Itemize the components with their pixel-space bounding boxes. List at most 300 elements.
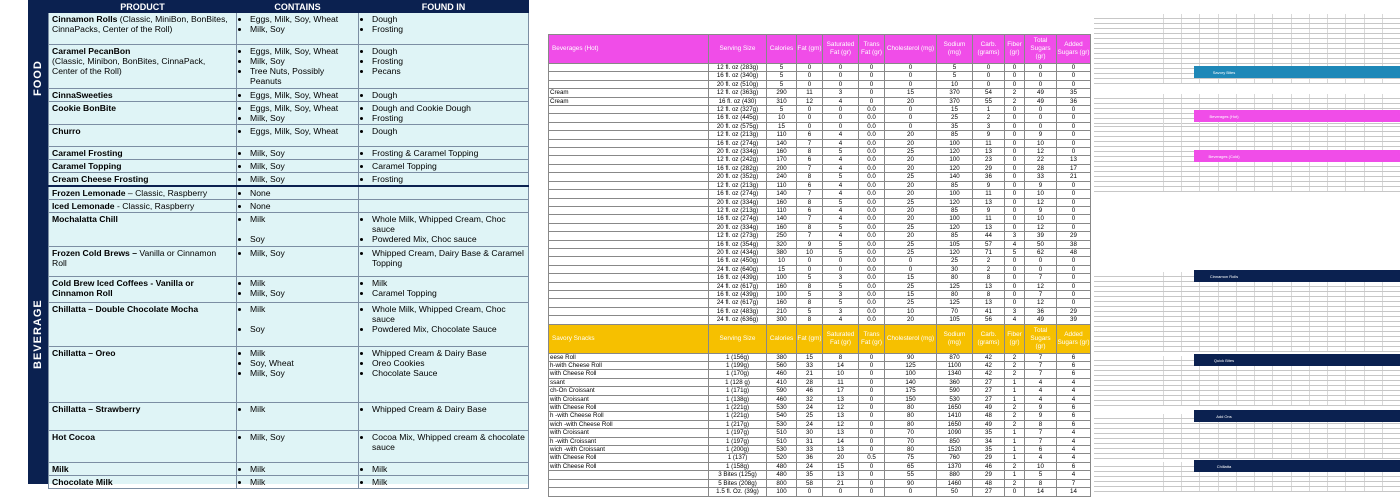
nutrition-value: 320 [767, 240, 797, 248]
nutrition-row [549, 215, 1091, 223]
ingredient-item: • Frosting [372, 24, 525, 34]
nutrition-value: 1 (200g) [709, 446, 767, 454]
thumb-section-title: Quick Bites [1213, 357, 1235, 363]
nutrition-value: 27 [973, 378, 1005, 386]
product-name: Chillatta – Oreo [52, 348, 116, 358]
nutrition-value: 11 [823, 378, 859, 386]
item-name [549, 232, 709, 240]
allergen-row [49, 89, 529, 102]
ingredient-item: • Whipped Cream & Dairy Base [372, 348, 525, 358]
nutrition-value: 0 [859, 387, 885, 395]
product-cell [49, 13, 237, 45]
allergen-item: • Soy [250, 234, 355, 244]
contains-cell [237, 213, 359, 247]
nutrition-value: 0 [885, 80, 937, 88]
found-in-cell [359, 173, 529, 187]
nutrition-value: 100 [767, 274, 797, 282]
nutrition-value: 1 [973, 106, 1005, 114]
ingredient-item: • Caramel Topping [372, 161, 525, 171]
hot-header-row [549, 35, 1091, 64]
nutrition-value: 0.0 [859, 190, 885, 198]
nutrition-value: 590 [767, 387, 797, 395]
allergen-item: • Milk, Soy [250, 288, 355, 298]
nutrition-value: 380 [767, 353, 797, 361]
allergen-item: • Milk, Soy [250, 148, 355, 158]
nutrition-value: 13 [973, 299, 1005, 307]
nutrition-value: 85 [937, 206, 973, 214]
item-name [549, 156, 709, 164]
nutrition-value: 4 [1025, 387, 1057, 395]
nutrition-value: 125 [937, 282, 973, 290]
nutrition-value: 7 [1025, 362, 1057, 370]
nutrition-value: 49 [973, 420, 1005, 428]
found-in-cell [359, 186, 529, 200]
found-in-cell [359, 160, 529, 173]
ingredient-item: • Frosting [372, 56, 525, 66]
item-name [549, 80, 709, 88]
found-list [362, 278, 525, 298]
item-name [549, 206, 709, 214]
nutrition-value: 4 [1057, 454, 1091, 462]
nutrition-value: 0.0 [859, 139, 885, 147]
contains-cell [237, 200, 359, 213]
item-name: wich -with Croissant [549, 446, 709, 454]
nutrition-value: 2 [973, 265, 1005, 273]
nutrition-value: 8 [973, 290, 1005, 298]
column-header: Added Sugars (gr) [1057, 35, 1091, 64]
nutrition-value: 0 [1057, 198, 1091, 206]
contains-list [240, 348, 355, 378]
nutrition-row [549, 404, 1091, 412]
found-list [362, 248, 525, 268]
nutrition-value: 0 [1057, 181, 1091, 189]
nutrition-value: 1 [1005, 387, 1025, 395]
found-in-cell [359, 147, 529, 160]
item-name: Cream [549, 89, 709, 97]
nutrition-value: 20 fl. oz (334g) [709, 148, 767, 156]
product-cell [49, 463, 237, 476]
nutrition-value: 880 [937, 471, 973, 479]
nutrition-value: 1 (156g) [709, 353, 767, 361]
item-name [549, 307, 709, 315]
nutrition-value: 55 [973, 97, 1005, 105]
nutrition-value: 24 fl. oz (640g) [709, 265, 767, 273]
found-in-cell [359, 247, 529, 277]
nutrition-value: 0.0 [859, 164, 885, 172]
thumb-section-header [1194, 110, 1400, 122]
nutrition-value: 12 [1025, 282, 1057, 290]
nutrition-value: 10 [937, 80, 973, 88]
item-name: h-with Cheese Roll [549, 362, 709, 370]
nutrition-value: 8 [823, 353, 859, 361]
nutrition-value: 12 [1025, 223, 1057, 231]
item-name [549, 72, 709, 80]
nutrition-row [549, 437, 1091, 445]
nutrition-row [549, 198, 1091, 206]
nutrition-value: 0 [859, 446, 885, 454]
nutrition-value: 0 [797, 257, 823, 265]
nutrition-value: 9 [973, 131, 1005, 139]
nutrition-value: 42 [973, 353, 1005, 361]
nutrition-value: 0 [1025, 106, 1057, 114]
nutrition-value: 0 [1005, 106, 1025, 114]
nutrition-value: 27 [973, 395, 1005, 403]
nutrition-value: 5 [823, 223, 859, 231]
nutrition-value: 15 [885, 274, 937, 282]
nutrition-value: 0 [1057, 139, 1091, 147]
found-in-cell [359, 13, 529, 45]
contains-list [240, 477, 355, 487]
nutrition-value: 0.0 [859, 274, 885, 282]
nutrition-value: 0 [823, 80, 859, 88]
nutrition-value: 13 [1057, 156, 1091, 164]
nutrition-value: 80 [937, 290, 973, 298]
nutrition-value: 1 [1005, 471, 1025, 479]
allergen-item: • Eggs, Milk, Soy, Wheat [250, 14, 355, 24]
found-list [362, 477, 525, 487]
nutrition-value: 510 [767, 437, 797, 445]
contains-list [240, 464, 355, 474]
item-name [549, 190, 709, 198]
product-name: Caramel Frosting [52, 148, 123, 158]
nutrition-value: 9 [1025, 412, 1057, 420]
item-name [549, 173, 709, 181]
found-list [362, 103, 525, 123]
nutrition-value: 175 [885, 387, 937, 395]
nutrition-value: 0 [1005, 190, 1025, 198]
nutrition-value: 16 fl. oz (450g) [709, 257, 767, 265]
nutrition-value: 16 fl. oz (439g) [709, 274, 767, 282]
nutrition-value: 7 [797, 190, 823, 198]
nutrition-value: 0 [1057, 64, 1091, 72]
nutrition-value: 6 [797, 131, 823, 139]
nutrition-value: 4 [1025, 395, 1057, 403]
nutrition-value: 10 [767, 114, 797, 122]
nutrition-value: 14 [823, 362, 859, 370]
nutrition-value: 5 [823, 282, 859, 290]
nutrition-value: 3 [1005, 307, 1025, 315]
column-header: Saturated Fat (gr) [823, 35, 859, 64]
item-name: eese Roll [549, 353, 709, 361]
nutrition-value: 2 [1005, 89, 1025, 97]
nutrition-value: 10 [767, 257, 797, 265]
contains-cell [237, 347, 359, 403]
nutrition-value: 11 [973, 139, 1005, 147]
nutrition-value: 24 [797, 420, 823, 428]
nutrition-value: 0 [1005, 274, 1025, 282]
nutrition-value: 4 [823, 181, 859, 189]
nutrition-value: 1 [1005, 378, 1025, 386]
item-name: wich -with Cheese Roll [549, 420, 709, 428]
nutrition-value: 150 [885, 395, 937, 403]
column-header: Savory Snacks [549, 324, 709, 353]
nutrition-value: 140 [767, 215, 797, 223]
nutrition-value: 4 [823, 206, 859, 214]
nutrition-value: 33 [1025, 173, 1057, 181]
item-name [549, 64, 709, 72]
contains-cell [237, 186, 359, 200]
nutrition-value: 1 (197g) [709, 437, 767, 445]
allergen-item: • Milk, Soy [250, 113, 355, 123]
nutrition-value: 0 [797, 72, 823, 80]
nutrition-row [549, 139, 1091, 147]
nutrition-value: 0.0 [859, 248, 885, 256]
nutrition-value: 530 [937, 395, 973, 403]
nutrition-value: 20 [885, 131, 937, 139]
nutrition-value: 0 [823, 72, 859, 80]
column-header: Total Sugars (gr) [1025, 35, 1057, 64]
contains-list [240, 304, 355, 334]
allergen-row [49, 476, 529, 489]
nutrition-value: 20 [885, 156, 937, 164]
nutrition-value: 5 [823, 248, 859, 256]
nutrition-value: 5 [767, 64, 797, 72]
item-name: with Cheese Roll [549, 454, 709, 462]
product-name: Churro [52, 126, 81, 136]
nutrition-value: 25 [885, 173, 937, 181]
contains-list [240, 248, 355, 258]
product-name: Hot Cocoa [52, 432, 95, 442]
nutrition-value: 21 [797, 370, 823, 378]
nutrition-row [549, 72, 1091, 80]
contains-list [240, 214, 355, 244]
nutrition-value: 15 [767, 122, 797, 130]
nutrition-value: 1 (158g) [709, 462, 767, 470]
ingredient-item: • Cocoa Mix, Whipped cream & chocolate sauce [372, 432, 525, 452]
nutrition-value: 6 [1057, 420, 1091, 428]
contains-list [240, 188, 355, 198]
nutrition-value: 2 [1005, 97, 1025, 105]
thumb-section-title: Beverages (Hot) [1209, 113, 1239, 119]
nutrition-value: 20 fl. oz (510g) [709, 80, 767, 88]
nutrition-value: 5 [1005, 248, 1025, 256]
nutrition-value: 49 [1025, 89, 1057, 97]
nutrition-value: 4 [1057, 446, 1091, 454]
allergen-item: • Milk [250, 404, 355, 414]
contains-list [240, 14, 355, 34]
nutrition-value: 0 [973, 72, 1005, 80]
nutrition-row [549, 488, 1091, 496]
nutrition-value: 41 [973, 307, 1005, 315]
nutrition-value: 0.0 [859, 232, 885, 240]
nutrition-value: 310 [767, 97, 797, 105]
product-variants: (Classic, MiniBon, BonBites, CinnaPacks, Center of the Roll) [52, 14, 228, 34]
nutrition-value: 1100 [937, 362, 973, 370]
allergen-item: • Milk [250, 464, 355, 474]
nutrition-value: 540 [767, 412, 797, 420]
nutrition-value: 31 [797, 437, 823, 445]
item-name: ch-On Croissant [549, 387, 709, 395]
nutrition-value: 24 fl. oz (617g) [709, 299, 767, 307]
nutrition-value: 3 [823, 307, 859, 315]
allergen-row [49, 125, 529, 147]
item-name [549, 299, 709, 307]
allergen-row [49, 347, 529, 403]
nutrition-value: 0.0 [859, 206, 885, 214]
nutrition-value: 5 [823, 299, 859, 307]
found-in-cell [359, 213, 529, 247]
nutrition-value: 1.5 fl. Oz. (39g) [709, 488, 767, 496]
nutrition-value: 57 [973, 240, 1005, 248]
nutrition-value: 290 [767, 89, 797, 97]
allergen-row [49, 247, 529, 277]
nutrition-value: 7 [797, 232, 823, 240]
nutrition-value: 5 Bites (208g) [709, 479, 767, 487]
product-name: Frozen Cold Brews – [52, 248, 137, 258]
nutrition-value: 1 [1005, 395, 1025, 403]
nutrition-row [549, 370, 1091, 378]
nutrition-value: 0.0 [859, 131, 885, 139]
section-label-beverage: BEVERAGE [32, 299, 44, 369]
nutrition-value: 0.0 [859, 198, 885, 206]
item-name [549, 488, 709, 496]
nutrition-value: 20 [823, 454, 859, 462]
nutrition-value: 0 [1057, 282, 1091, 290]
nutrition-value: 9 [797, 240, 823, 248]
nutrition-value: 23 [973, 156, 1005, 164]
nutrition-value: 140 [767, 139, 797, 147]
nutrition-value: 20 fl. oz (575g) [709, 122, 767, 130]
nutrition-value: 0 [1057, 131, 1091, 139]
nutrition-value: 20 [885, 164, 937, 172]
nutrition-value: 0 [797, 64, 823, 72]
nutrition-value: 120 [937, 248, 973, 256]
nutrition-value: 760 [937, 454, 973, 462]
header-contains: CONTAINS [237, 1, 359, 13]
item-name: with Croissant [549, 395, 709, 403]
nutrition-value: 0 [859, 64, 885, 72]
nutrition-value: 0.0 [859, 148, 885, 156]
nutrition-value: 0 [1005, 164, 1025, 172]
nutrition-value: 8 [797, 223, 823, 231]
item-name: h -with Cheese Roll [549, 412, 709, 420]
product-name: Cookie BonBite [52, 103, 116, 113]
item-name [549, 248, 709, 256]
allergen-row [49, 277, 529, 303]
product-variants: - Classic, Raspberry [114, 201, 195, 211]
nutrition-value: 10 [1025, 139, 1057, 147]
nutrition-value: 25 [885, 282, 937, 290]
nutrition-value: 140 [937, 173, 973, 181]
ingredient-item: • Frosting [372, 113, 525, 123]
thumb-section-title: Cinnamon Rolls [1209, 273, 1239, 279]
nutrition-value: 6 [797, 206, 823, 214]
nutrition-value: 14 [1025, 488, 1057, 496]
nutrition-row [549, 248, 1091, 256]
nutrition-value: 20 fl. oz (334g) [709, 198, 767, 206]
contains-list [240, 161, 355, 171]
nutrition-value: 90 [885, 479, 937, 487]
column-header: Added Sugars (gr) [1057, 324, 1091, 353]
item-name [549, 265, 709, 273]
nutrition-value: 12 fl. oz (242g) [709, 156, 767, 164]
ingredient-item: • Milk [372, 477, 525, 487]
nutrition-value: 13 [973, 198, 1005, 206]
nutrition-value: 29 [1057, 232, 1091, 240]
product-cell [49, 45, 237, 89]
item-name [549, 139, 709, 147]
nutrition-value: 360 [937, 378, 973, 386]
ingredient-item: • Whole Milk, Whipped Cream, Choc sauce [372, 304, 525, 324]
nutrition-value: 1 (217g) [709, 420, 767, 428]
contains-list [240, 148, 355, 158]
nutrition-value: 0 [1005, 139, 1025, 147]
nutrition-row [549, 265, 1091, 273]
nutrition-value: 70 [937, 307, 973, 315]
nutrition-value: 5 [823, 173, 859, 181]
contains-cell [237, 463, 359, 476]
contains-list [240, 126, 355, 136]
thumb-row [1094, 487, 1400, 492]
found-in-cell [359, 431, 529, 463]
nutrition-value: 29 [973, 164, 1005, 172]
nutrition-value: 8 [973, 274, 1005, 282]
nutrition-value: 0 [797, 106, 823, 114]
nutrition-value: 8 [797, 173, 823, 181]
allergen-row [49, 463, 529, 476]
product-cell [49, 89, 237, 102]
nutrition-value: 0 [1005, 265, 1025, 273]
ingredient-item: • Milk [372, 464, 525, 474]
nutrition-row [549, 190, 1091, 198]
nutrition-value: 5 [767, 72, 797, 80]
allergen-row [49, 213, 529, 247]
nutrition-value: 120 [937, 223, 973, 231]
nutrition-row [549, 316, 1091, 324]
nutrition-value: 85 [937, 232, 973, 240]
nutrition-value: 0 [1025, 64, 1057, 72]
nutrition-value: 7 [1025, 370, 1057, 378]
contains-cell [237, 403, 359, 431]
nutrition-value: 125 [937, 299, 973, 307]
nutrition-value: 13 [823, 412, 859, 420]
nutrition-value: 0 [859, 362, 885, 370]
nutrition-value: 3 [973, 122, 1005, 130]
nutrition-value: 8 [797, 198, 823, 206]
nutrition-value: 16 fl. oz (340g) [709, 72, 767, 80]
ingredient-item: • Pecans [372, 66, 525, 76]
thumb-section-header [1194, 150, 1400, 162]
nutrition-value: 6 [797, 156, 823, 164]
nutrition-value: 0 [859, 370, 885, 378]
nutrition-value: 1 (128 g) [709, 378, 767, 386]
nutrition-value: 5 [797, 290, 823, 298]
nutrition-value: 110 [767, 181, 797, 189]
nutrition-value: 0 [1005, 148, 1025, 156]
contains-cell [237, 89, 359, 102]
nutrition-value: 39 [1025, 232, 1057, 240]
nutrition-value: 1460 [937, 479, 973, 487]
allergen-item: • Milk, Soy [250, 248, 355, 258]
contains-cell [237, 476, 359, 489]
column-header: Trans Fat (gr) [859, 35, 885, 64]
nutrition-value: 0 [1005, 72, 1025, 80]
nutrition-value: 2 [1005, 462, 1025, 470]
item-name: ssant [549, 378, 709, 386]
nutrition-row [549, 420, 1091, 428]
allergen-row [49, 147, 529, 160]
nutrition-row [549, 97, 1091, 105]
nutrition-value: 4 [823, 164, 859, 172]
nutrition-value: 42 [973, 370, 1005, 378]
nutrition-value: 12 [823, 404, 859, 412]
thumb-row [1094, 401, 1400, 406]
header-product: PRODUCT [49, 1, 237, 13]
nutrition-value: 10 [1025, 190, 1057, 198]
nutrition-value: 0 [859, 488, 885, 496]
product-cell [49, 303, 237, 347]
found-in-cell [359, 303, 529, 347]
